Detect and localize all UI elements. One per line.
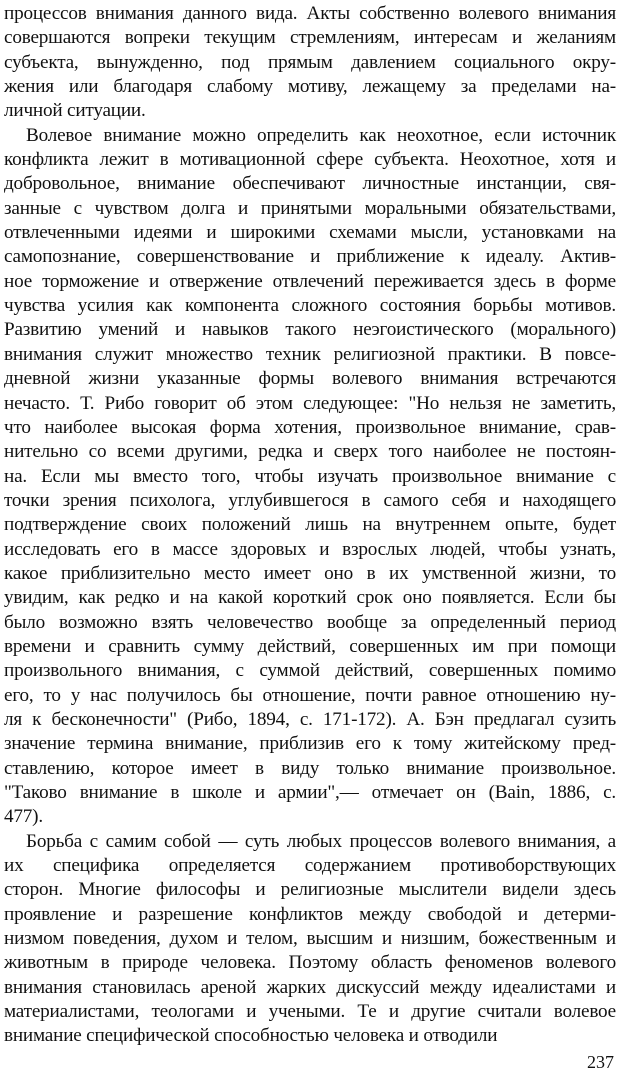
text-line: чувства усилия как компонента сложного состояния борьбы мотивов. <box>4 295 616 317</box>
text-line: времени и сравнить сумму действий, совершенных им при помощи <box>4 635 616 657</box>
text-line: занные с чувством долга и принятыми моральными обязательствами, <box>4 197 616 219</box>
text-line: исследовать его в массе здоровых и взрослых людей, чтобы узнать, <box>4 538 616 560</box>
text-line: сторон. Многие философы и религиозные мыслители видели здесь <box>4 879 616 901</box>
text-line: внимания служит множество техник религиозной практики. В повсе- <box>4 343 616 365</box>
text-line: произвольного внимания, с суммой действий, совершенных помимо <box>4 660 616 682</box>
text-line: 477). <box>4 806 43 828</box>
text-line: на. Если мы вместо того, чтобы изучать произвольное внимание с <box>4 465 616 487</box>
text-line: отвлеченными идеями и широкими схемами мысли, установками на <box>4 222 616 244</box>
text-line: добровольное, внимание обеспечивают личностные инстанции, свя- <box>4 173 616 195</box>
text-line: совершаются вопреки текущим стремлениям, интересам и желаниям <box>4 27 616 49</box>
text-line: подтверждение своих положений лишь на внутреннем опыте, будет <box>4 514 616 536</box>
text-line: личной ситуации. <box>4 100 146 122</box>
text-line: животным в природе человека. Поэтому область феноменов волевого <box>4 952 616 974</box>
text-line: низмом поведения, духом и телом, высшим и низшим, божественным и <box>4 928 616 950</box>
text-line: ное торможение и отвержение отвлечений переживается здесь в форме <box>4 270 616 292</box>
paragraph-first-line: Волевое внимание можно определить как неохотное, если источник <box>26 124 616 146</box>
text-line: проявление и разрешение конфликтов между свободой и детерми- <box>4 903 616 925</box>
text-line: его, то у нас получилось бы отношение, почти равное отношению ну- <box>4 684 616 706</box>
text-line: нечасто. Т. Рибо говорит об этом следующее: "Но нельзя не заметить, <box>4 392 616 414</box>
paragraph-first-line: Борьба с самим собой — суть любых процессов волевого внимания, а <box>26 830 616 852</box>
text-line: значение термина внимание, приблизив его к тому житейскому пред- <box>4 733 616 755</box>
text-line: конфликта лежит в мотивационной сфере субъекта. Неохотное, хотя и <box>4 149 616 171</box>
text-line: "Таково внимание в школе и армии",— отмечает он (Bain, 1886, с. <box>4 782 616 803</box>
text-line: дневной жизни указанные формы волевого внимания встречаются <box>4 368 616 390</box>
text-line: нительно со всеми другими, редка и сверх того наиболее не постоян- <box>4 441 616 463</box>
text-line: что наиболее высокая форма хотения, произвольное внимание, срав- <box>4 416 616 438</box>
text-line: процессов внимания данного вида. Акты собственно волевого внимания <box>4 3 616 24</box>
text-line: самопознание, совершенствование и приближение к идеалу. Актив- <box>4 246 616 268</box>
text-line: внимание специфической способностью человека и отводили <box>4 1025 498 1047</box>
text-line: ля к бесконечности" (Рибо, 1894, с. 171-172). А. Бэн предлагал сузить <box>4 708 616 730</box>
text-line: их специфика определяется содержанием противоборствующих <box>4 855 616 877</box>
text-line: внимания становилась ареной жарких дискуссий между идеалистами и <box>4 976 616 998</box>
text-line: увидим, как редко и на какой короткий срок оно появляется. Если бы <box>4 587 616 609</box>
body-text <box>4 2 616 1049</box>
text-line: материалистами, теологами и учеными. Те и другие считали волевое <box>4 1001 616 1023</box>
text-line: точки зрения психолога, углубившегося в самого себя и находящего <box>4 489 616 511</box>
text-line: субъекта, вынужденно, под прямым давлением социального окру- <box>4 51 616 73</box>
text-line: Развитию умений и навыков такого неэгоистического (морального) <box>4 319 616 341</box>
text-line: было возможно взять человечество вообще за определенный период <box>4 611 616 633</box>
text-line: жения или благодаря слабому мотиву, лежащему за пределами на- <box>4 76 616 98</box>
page-number: 237 <box>587 1052 614 1072</box>
text-line: ставлению, которое имеет в виду только внимание произвольное. <box>4 757 616 779</box>
text-line: какое приблизительно место имеет оно в их умственной жизни, то <box>4 562 616 584</box>
